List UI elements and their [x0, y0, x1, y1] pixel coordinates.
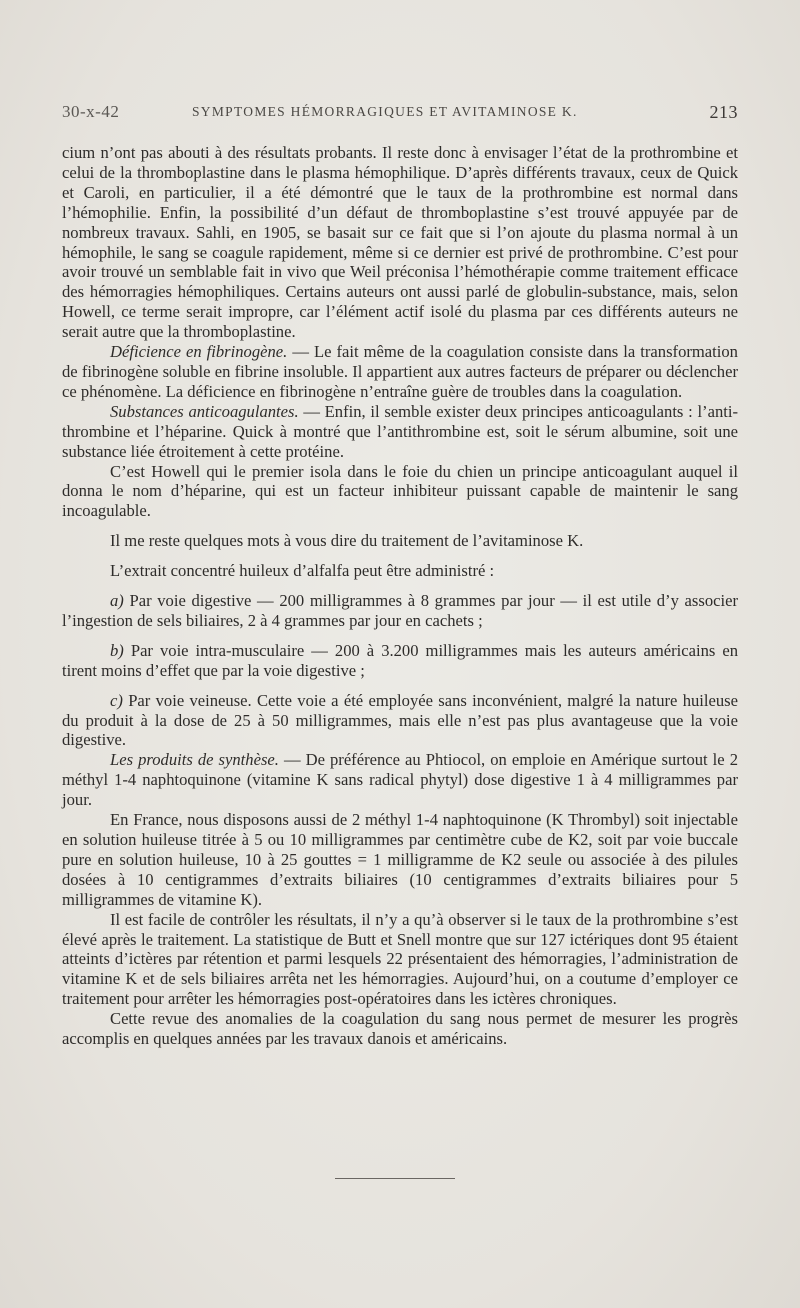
paragraph-text: C’est Howell qui le premier isola dans le foie du chien un principe anticoagulant auquel il donna le nom d’héparine, qui est un facteur inhibiteur puissant capable de maintenir le sang incoagulable.	[62, 461, 738, 521]
paragraph-text: cium n’ont pas abouti à des résultats probants. Il reste donc à envisager l’état de la prothrombine et celui de la thromboplastine dans le plasma hémophilique. D’après différents travaux, ceux de Quick et Caroli, en particulier, il a été démontré que le taux de la prothrombine est normal dans l’hémophilie. Enfin, la possibilité d’un défaut de thromboplastine s’est trouvé appuyée par de nombreux travaux. Sahli, en 1905, se basait sur ce fait que si l’on ajoute du plasma normal à un hémophile, le sang se coagule rapidement, même si ce dernier est privé de prothrombine. C’est pour avoir trouvé un semblable fait in vivo que Weil préconisa l’hémothérapie comme traitement efficace des hémorragies hémophiliques. Certains auteurs ont aussi parlé de globulin-substance, mais, selon Howell, ce terme serait impropre, car l’élément actif isolé du plasma par ces différents auteurs ne serait autre que la thromboplastine.	[62, 143, 738, 342]
paragraph	[62, 143, 738, 342]
paragraph	[62, 1009, 738, 1049]
paragraph-text: Par voie digestive — 200 milligrammes à 8 grammes par jour — il est utile d’y associer l’ingestion de sels biliaires, 2 à 4 grammes par jour en cachets ;	[62, 591, 738, 630]
paragraph-text: — De préférence au Phtiocol, on emploie en Amérique surtout le 2 méthyl 1-4 naphtoquinone (vitamine K sans radical phytyl) dose digestive 1 à 4 milligrammes par jour.	[62, 750, 739, 810]
section-heading: Les produits de synthèse.	[110, 750, 279, 770]
paragraph-text: Par voie intra-musculaire — 200 à 3.200 milligrammes mais les auteurs américains en tirent moins d’effet que par la voie digestive ;	[62, 640, 738, 680]
paragraph-text: En France, nous disposons aussi de 2 méthyl 1-4 naphtoquinone (K Thrombyl) soit injectable en solution huileuse titrée à 5 ou 10 milligrammes par centimètre cube de K2, soit par voie buccale pure en solution huileuse, 10 à 25 gouttes = 1 milligramme de K2 seule ou associée à des pilules dosées à 10 centigrammes d’extraits biliaires (10 centigrammes d’extraits biliaires pour 5 milligrammes de vitamine K).	[62, 810, 738, 909]
list-item	[62, 641, 738, 681]
closing-rule	[335, 1178, 455, 1179]
paragraph-text: — Le fait même de la coagulation consiste dans la transformation de fibrinogène soluble en fibrine insoluble. Il appartient aux autres facteurs de préparer ou déclencher ce phénomène. La déficience en fibrinogène n’entraîne guère de troubles dans la coagulation.	[62, 342, 738, 401]
paragraph-text: Il me reste quelques mots à vous dire du traitement de l’avitaminose K.	[110, 531, 584, 551]
paragraph	[62, 462, 738, 522]
paragraph-text: — Enfin, il semble exister deux principes anticoagulants : l’anti-thrombine et l’héparine. Quick à montré que l’antithrombine est, soit le sérum albumine, soit une substance liée étroitement à cette protéine.	[62, 401, 738, 461]
paragraph	[62, 342, 738, 402]
section-heading: Substances anticoagulantes.	[110, 401, 299, 421]
paragraph	[62, 402, 738, 462]
list-marker: a)	[110, 591, 124, 611]
header-date-mark: 30-x-42	[62, 102, 120, 121]
list-item	[62, 591, 738, 631]
paragraph-text: Cette revue des anomalies de la coagulation du sang nous permet de mesurer les progrès accomplis en quelques années par les travaux danois et américains.	[62, 1009, 738, 1049]
paragraph-text: Par voie veineuse. Cette voie a été employée sans inconvénient, malgré la nature huileuse du produit à la dose de 25 à 50 milligrammes, mais elle n’est pas plus avantageuse que la voie digestive.	[62, 690, 738, 750]
paragraph-text: Il est facile de contrôler les résultats, il n’y a qu’à observer si le taux de la prothrombine s’est élevé après le traitement. La statistique de Butt et Snell montre que sur 127 ictériques dont 95 étaient atteints d’ictères par rétention et parmi lesquels 22 présentaient des hémorragies, l’administration de vitamine K et de sels biliaires arrêta net les hémorragies. Aujourd’hui, on a coutume d’employer ce traitement pour arrêter les hémorragies post-opératoires dans les ictères chroniques.	[62, 909, 738, 1009]
paragraph	[62, 810, 738, 910]
paragraph	[62, 531, 738, 551]
page-number: 213	[709, 102, 738, 122]
section-heading: Déficience en fibrinogène.	[110, 342, 288, 362]
list-item	[62, 691, 738, 751]
list-marker: c)	[110, 690, 123, 710]
paragraph	[62, 910, 738, 1010]
running-title: SYMPTOMES HÉMORRAGIQUES ET AVITAMINOSE K.	[192, 104, 578, 119]
body-text	[62, 143, 738, 1049]
paragraph	[62, 561, 738, 581]
list-marker: b)	[110, 640, 124, 660]
running-header	[62, 102, 738, 124]
paragraph-text: L’extrait concentré huileux d’alfalfa peut être administré :	[110, 561, 495, 581]
paragraph	[62, 750, 738, 810]
